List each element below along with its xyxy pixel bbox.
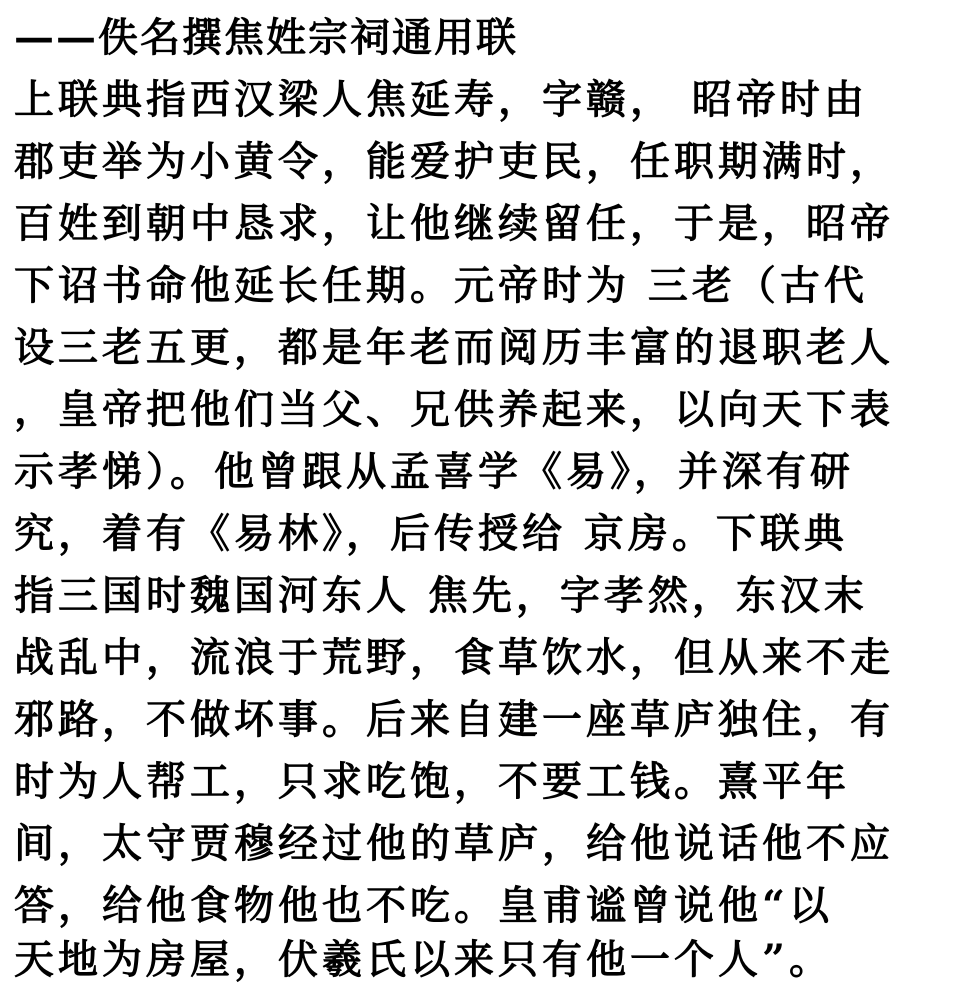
text-line: 示孝悌）。他曾跟从孟喜学《易》，并深有研	[14, 448, 854, 495]
text-line: ，皇帝把他们当父、兄供养起来，以向天下表	[14, 386, 894, 433]
text-line: 天地为房屋，伏羲氏以来只有他一个人”。	[14, 936, 834, 983]
document-heading: ——佚名撰焦姓宗祠通用联	[14, 14, 518, 61]
text-line: 究，着有《易林》，后传授给 京房。下联典	[14, 510, 848, 557]
text-line: 上联典指西汉梁人焦延寿，字赣， 昭帝时由	[14, 76, 868, 123]
text-line: 指三国时魏国河东人 焦先，字孝然，东汉末	[14, 572, 868, 619]
text-line: 时为人帮工，只求吃饱，不要工钱。熹平年	[14, 758, 850, 805]
text-line: 设三老五更，都是年老而阅历丰富的退职老人	[14, 324, 894, 371]
text-line: 间，太守贾穆经过他的草庐，给他说话他不应	[14, 820, 894, 867]
text-line: 郡吏举为小黄令，能爱护吏民，任职期满时，	[14, 138, 894, 185]
text-line: 下诏书命他延长任期。元帝时为 三老（古代	[14, 262, 868, 309]
text-line: 答，给他食物他也不吃。皇甫谧曾说他“以	[14, 882, 834, 929]
text-line: 百姓到朝中恳求，让他继续留任，于是，昭帝	[14, 200, 894, 247]
text-line: 战乱中，流浪于荒野，食草饮水，但从来不走	[14, 634, 894, 681]
text-line: 邪路，不做坏事。后来自建一座草庐独住，有	[14, 696, 894, 743]
